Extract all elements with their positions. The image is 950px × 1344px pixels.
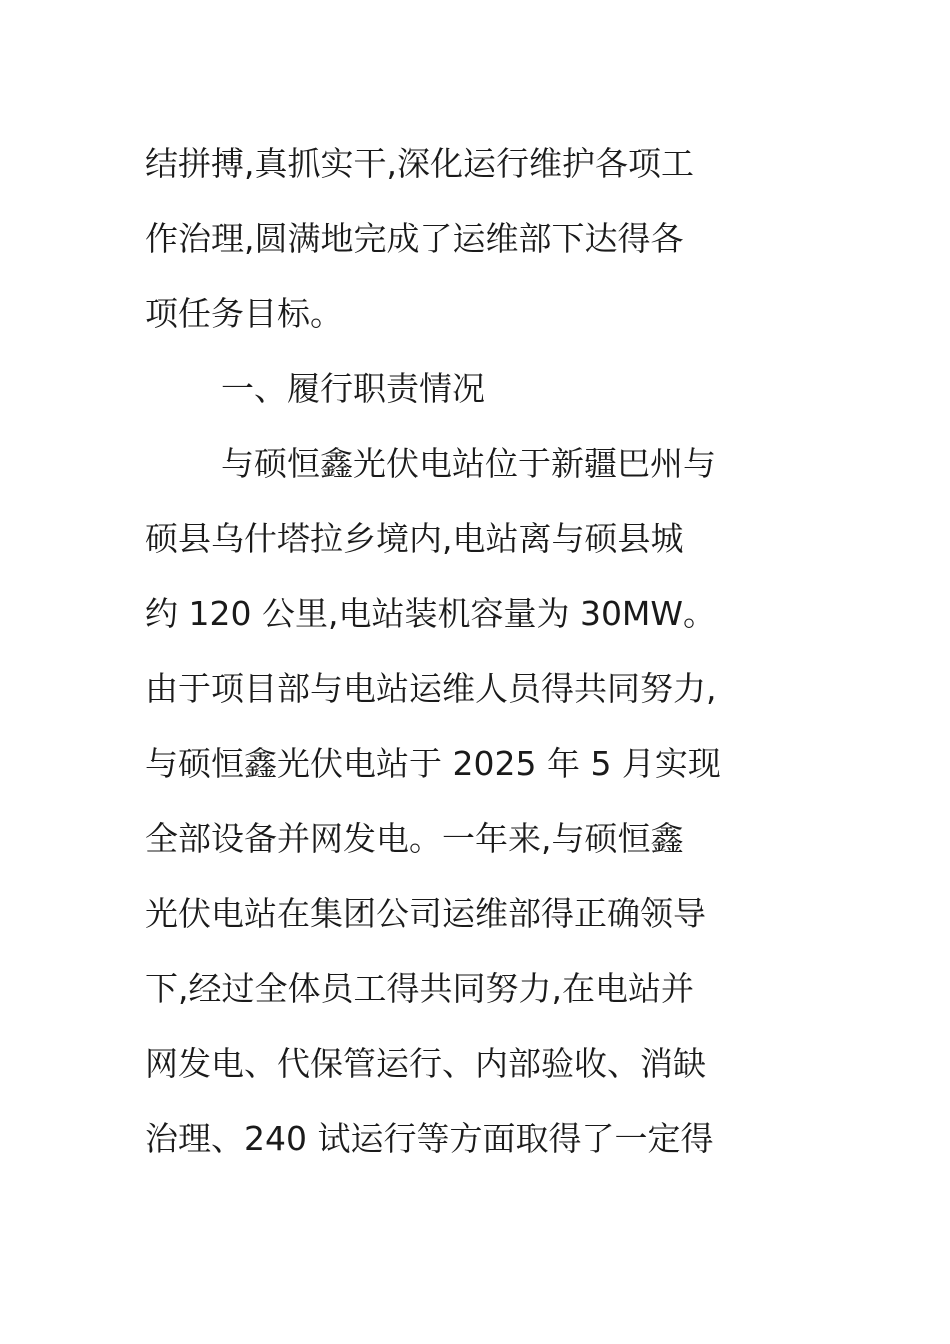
paragraph-line: 约 120 公里,电站装机容量为 30MW。: [145, 594, 717, 633]
paragraph-line: 网发电、代保管运行、内部验收、消缺: [145, 1044, 706, 1083]
paragraph-line: 光伏电站在集团公司运维部得正确领导: [145, 894, 706, 933]
section-heading: 一、履行职责情况: [221, 369, 485, 408]
paragraph-line: 治理、240 试运行等方面取得了一定得: [145, 1119, 714, 1158]
paragraph-line: 全部设备并网发电。一年来,与硕恒鑫: [145, 819, 684, 858]
paragraph-line: 结拼搏,真抓实干,深化运行维护各项工: [145, 144, 694, 183]
paragraph-line: 与硕恒鑫光伏电站于 2025 年 5 月实现: [145, 744, 721, 783]
paragraph-line: 与硕恒鑫光伏电站位于新疆巴州与: [221, 444, 716, 483]
paragraph-line: 项任务目标。: [145, 294, 343, 333]
paragraph-line: 作治理,圆满地完成了运维部下达得各: [145, 219, 684, 258]
paragraph-line: 硕县乌什塔拉乡境内,电站离与硕县城: [145, 519, 684, 558]
paragraph-line: 由于项目部与电站运维人员得共同努力,: [145, 669, 717, 708]
document-body: [145, 132, 825, 1182]
paragraph-line: 下,经过全体员工得共同努力,在电站并: [145, 969, 694, 1008]
